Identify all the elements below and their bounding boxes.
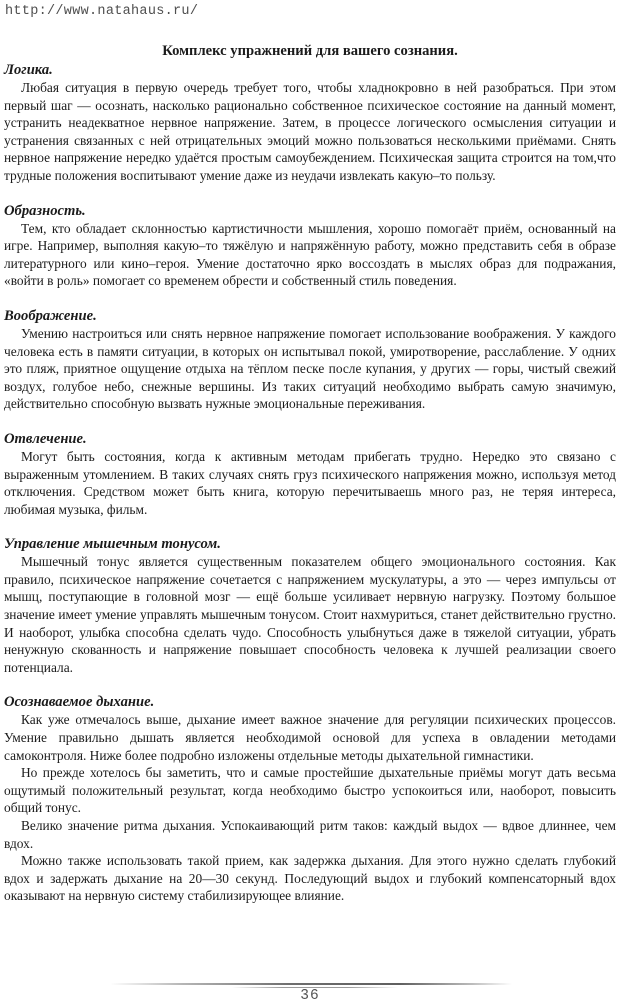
section — [4, 430, 616, 518]
page-content — [4, 42, 616, 905]
page-number: 36 — [300, 988, 320, 1004]
footer-rule-long — [110, 983, 512, 985]
sections — [4, 61, 616, 905]
section — [4, 535, 616, 676]
paragraph: Умению настроиться или снять нервное напряжение помогает использование воображения. У каждого человека есть в памяти ситуации, в которых он испытывал покой, умиротворение, расслабление. У одних это пляж, приятное ощущение отдыха на тёплом песке после купания, у других — горы, чистый свежий воздух, голубое небо, снежные вершины. Из таких ситуаций необходимо выбрать самую значимую, действительно способную вызвать нужные эмоциональные переживания. — [4, 325, 616, 412]
section-heading: Отвлечение. — [4, 430, 87, 447]
section — [4, 693, 616, 905]
paragraph: Велико значение ритма дыхания. Успокаивающий ритм таков: каждый выдох — вдвое длиннее, чем вдох. — [4, 818, 616, 851]
section-heading: Управление мышечным тонусом. — [4, 536, 221, 553]
page-title: Комплекс упражнений для вашего сознания. — [162, 43, 458, 59]
paragraph: Тем, кто обладает склонностью картистичности мышления, хорошо помогаёт приём, основанный на игре. Например, выполняя какую–то тяжёлую и напряжённую работу, можно представить себя в образе литературного или кино–героя. Умение достаточно ярко воссоздать в мыслях образ для подражания, «войти в роль» помогает со временем обрести и собственный стиль поведения. — [4, 220, 616, 289]
header-url: http://www.natahaus.ru/ — [5, 4, 199, 19]
paragraph: Как уже отмечалось выше, дыхание имеет важное значение для регуляции психических процессов. Умение правильно дышать является необходимой основой для успеха в овладении методами самоконтроля. Ниже более подробно изложены отдельные методы дыхательной гимнастики. — [4, 712, 616, 763]
section-heading: Логика. — [4, 62, 53, 78]
section — [4, 307, 616, 413]
section — [4, 61, 616, 185]
section-heading: Осознаваемое дыхание. — [4, 694, 155, 711]
paragraph: Мышечный тонус является существенным показателем общего эмоционального состояния. Как правило, психическое напряжение сочетается с напряжением мускулатуры, а это — через импульсы от мышц, поступающие в головной мозг — ещё больше усиливает нервную нагрузку. Поэтому большое значение имеет умение управлять мышечным тонусом. Стоит нахмуриться, станет действительно грустно. И наоборот, улыбка способна сделать чудо. Способность улыбнуться даже в тяжелой ситуации, убрать ненужную скованность и напряжение повышает способность человека к лучшей реализации своего потенциала. — [4, 554, 616, 675]
paragraph: Можно также использовать такой прием, как задержка дыхания. Для этого нужно сделать глубокий вдох и задержать дыхание на 20—30 секунд. Последующий выдох и глубокий компенсаторный вдох оказывают на нервную систему стабилизирующее влияние. — [4, 853, 616, 904]
paragraph: Но прежде хотелось бы заметить, что и самые простейшие дыхательные приёмы могут дать весьма ощутимый положительный результат, когда необходимо быстро успокоиться или, наоборот, повысить общий тонус. — [4, 765, 616, 816]
section — [4, 202, 616, 290]
paragraph: Любая ситуация в первую очередь требует того, чтобы хладнокровно в ней разобраться. При этом первый шаг — осознать, насколько рационально собственное психическое состояние на данный момент, устранить неадекватное нервное напряжение. Затем, в процессе логического осмысления ситуации и устранения связанных с ней отрицательных эмоций можно пользоваться несколькими приёмами. Снять нервное напряжение нередко удаётся простым самоубеждением. Психическая защита строится на том,что трудные положения воспитывают умение даже из неудачи извлекать какую–то пользу. — [4, 80, 616, 183]
paragraph: Могут быть состояния, когда к активным методам прибегать трудно. Нередко это связано с выраженным утомлением. В таких случаях снять груз психического напряжения можно, используя метод отключения. Средством может быть книга, которую перечитываешь много раз, не теряя интереса, любимая музыка, фильм. — [4, 448, 616, 517]
section-heading: Воображение. — [4, 307, 97, 324]
section-heading: Образность. — [4, 202, 86, 219]
